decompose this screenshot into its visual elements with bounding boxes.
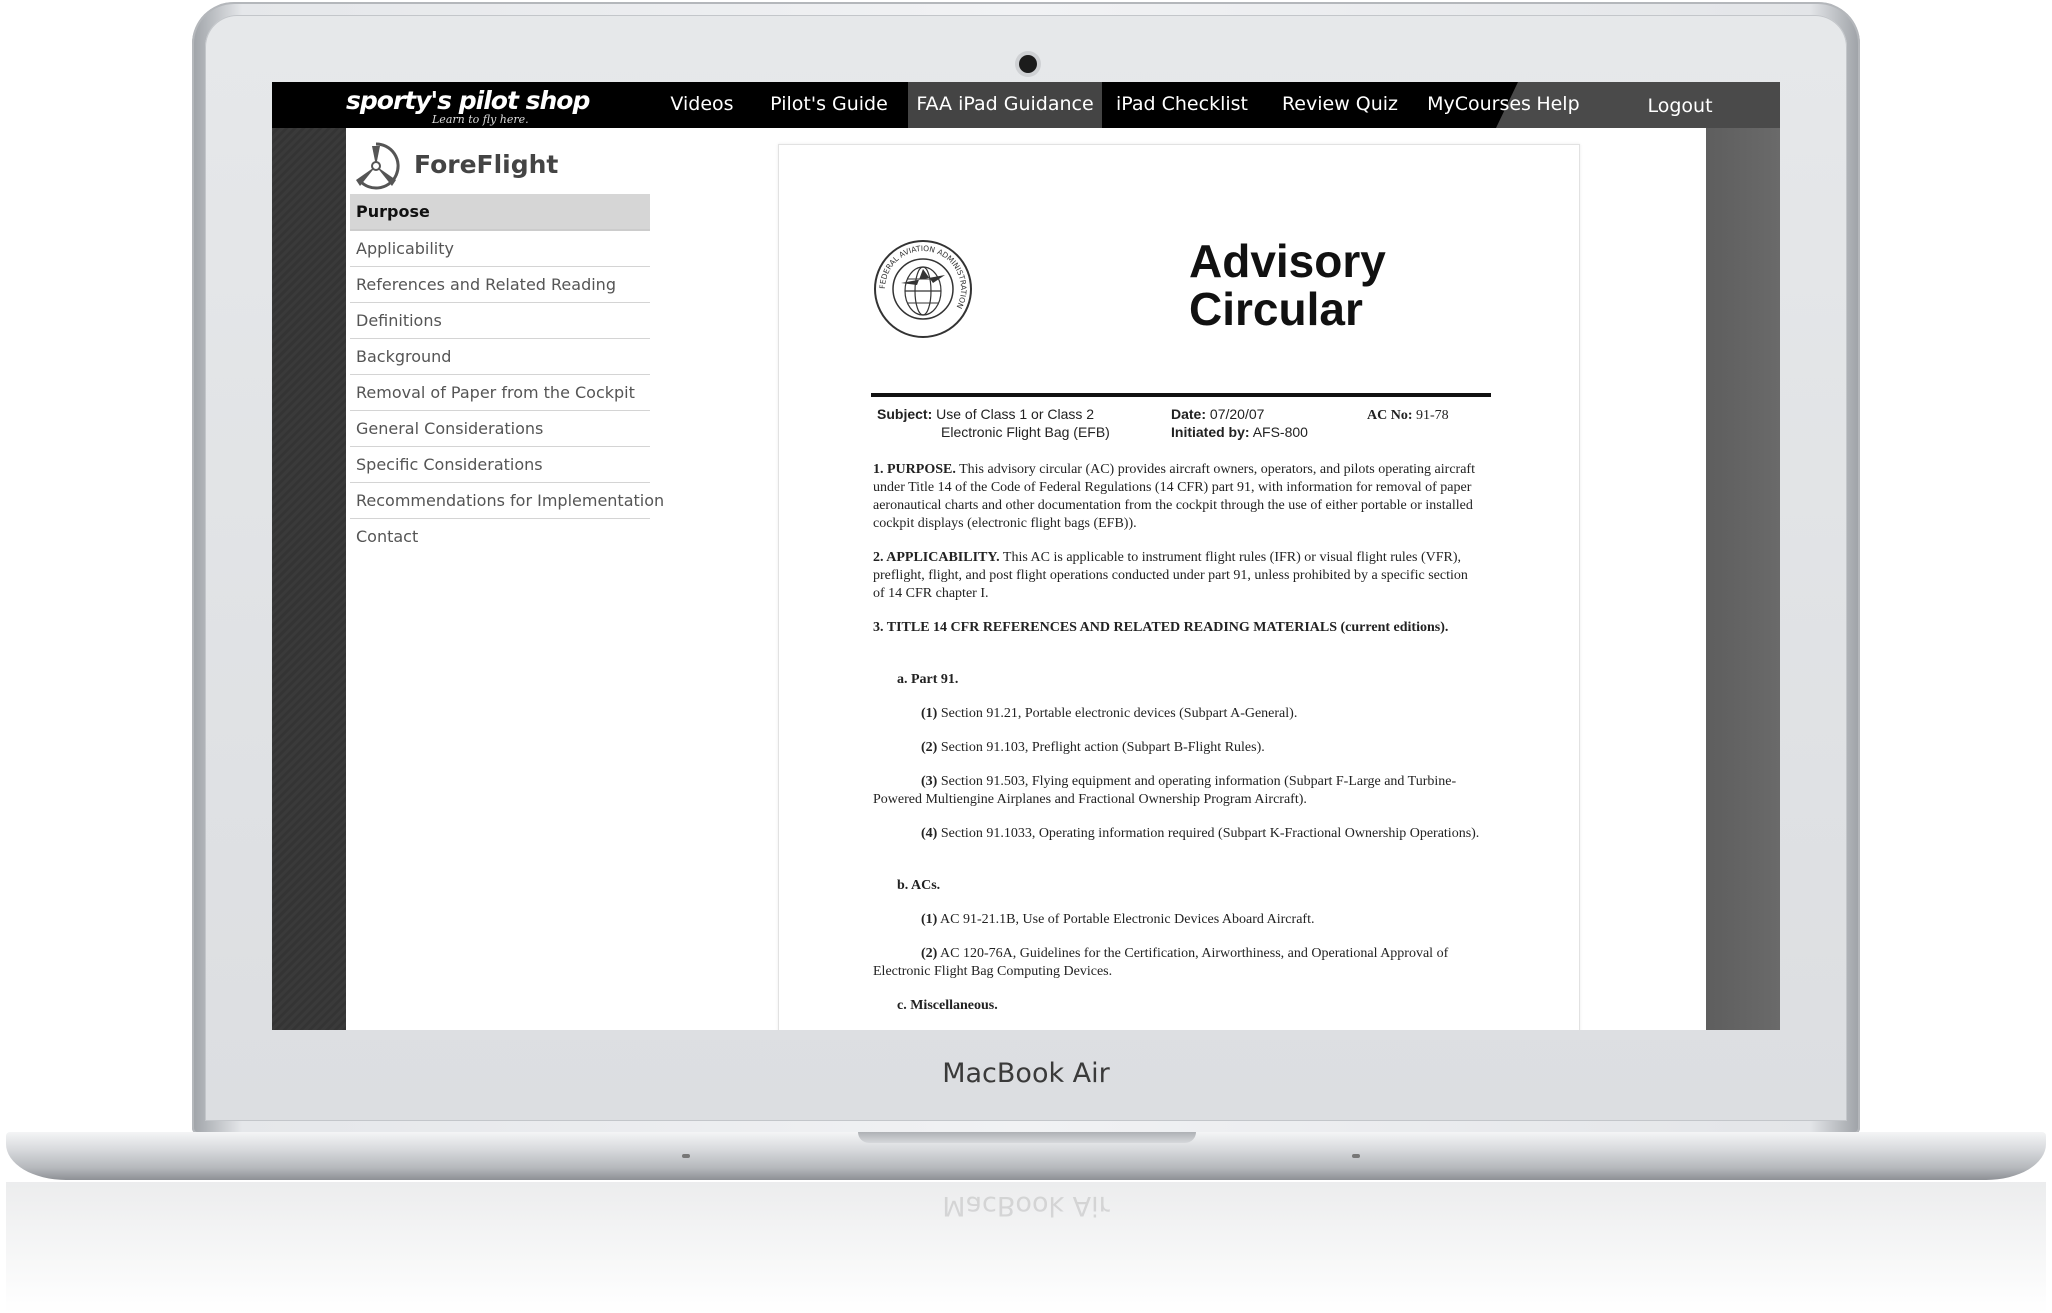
reference-a1 [873,705,1483,723]
references-heading-text: 3. TITLE 14 CFR REFERENCES AND RELATED READING MATERIALS (current editions). [873,620,1449,635]
reference-b1 [873,911,1483,929]
document-title [1189,237,1386,333]
reference-a4-number: (4) [921,826,938,841]
reference-b1-text: AC 91-21.1B, Use of Portable Electronic Devices Aboard Aircraft. [937,912,1315,927]
acs-heading [873,877,1483,895]
reference-a4 [873,825,1483,843]
reference-b2 [873,945,1483,981]
header-rule [871,393,1491,397]
logo-wordmark: sporty's pilot shop [346,86,590,115]
faa-seal-icon [873,239,973,339]
logo-tagline: Learn to fly here. [432,113,529,126]
reference-a2-text: Section 91.103, Preflight action (Subpart B-Flight Rules). [937,740,1265,755]
laptop-screen [272,82,1780,1030]
sportys-logo[interactable] [346,86,590,126]
nav-review-quiz[interactable]: Review Quiz [1281,93,1399,115]
macbook-air-label: MacBook Air [942,1058,1110,1089]
reference-a2-number: (2) [921,740,938,755]
applicability-paragraph [873,549,1483,603]
menu-item-removal-of-paper[interactable]: Removal of Paper from the Cockpit [350,375,650,411]
subject-line2: Electronic Flight Bag (EFB) [941,424,1110,440]
purpose-paragraph [873,461,1483,533]
reference-b2-number: (2) [921,946,938,961]
camera-icon [1019,55,1037,73]
nav-ipad-checklist[interactable]: iPad Checklist [1116,93,1248,115]
reference-a4-text: Section 91.1033, Operating information required (Subpart K-Fractional Ownership Operations). [937,826,1480,841]
menu-item-specific-considerations[interactable]: Specific Considerations [350,447,650,483]
menu-item-general-considerations[interactable]: General Considerations [350,411,650,447]
reflection-label: MacBook Air [942,1190,1110,1221]
applicability-heading: 2. APPLICABILITY. [873,550,1000,565]
purpose-heading: 1. PURPOSE. [873,462,956,477]
date-block [1171,405,1308,441]
subject-line1: Use of Class 1 or Class 2 [936,406,1095,422]
initiated-label: Initiated by: [1171,424,1250,440]
lid-opening-notch [858,1132,1196,1143]
nav-videos[interactable]: Videos [670,93,734,115]
page-gutter-left [272,128,346,1030]
subject-label: Subject: [877,406,933,422]
menu-item-contact[interactable]: Contact [356,527,419,546]
menu-item-recommendations[interactable]: Recommendations for Implementation [350,483,650,519]
part-91-heading [873,671,1483,689]
foreflight-propeller-icon [350,140,402,192]
purpose-text: This advisory circular (AC) provides aircraft owners, operators, and pilots operating aircraft under Title 14 of the Code of Federal Regulations (14 CFR) part 91, with information for removal of paper aeronautical charts and other documentation from the cockpit through the use of either portable or installed cockpit displays (electronic flight bags (EFB)). [873,462,1475,531]
document-title-line2: Circular [1189,283,1363,335]
laptop-reflection [6,1182,2046,1313]
reference-a2 [873,739,1483,757]
reference-a3-number: (3) [921,774,938,789]
references-heading [873,619,1483,637]
menu-item-purpose[interactable]: Purpose [350,194,650,231]
course-sidebar [350,138,665,546]
foreflight-title: ForeFlight [414,150,559,179]
logout-link[interactable]: Logout [1647,95,1713,117]
base-foot [1352,1154,1360,1158]
reference-a3-text: Section 91.503, Flying equipment and operating information (Subpart F-Large and Turbine-Powered Multiengine Airplanes and Fractional Ownership Program Aircraft). [873,774,1457,807]
subject-block [877,405,1110,441]
acs-heading-text: b. ACs. [897,878,941,893]
laptop-base [6,1132,2046,1180]
nav-faa-ipad-guidance[interactable]: FAA iPad Guidance [908,82,1102,128]
menu-item-applicability[interactable]: Applicability [350,231,650,267]
date-label: Date: [1171,406,1207,422]
reference-b2-text: AC 120-76A, Guidelines for the Certification, Airworthiness, and Operational Approval of Electronic Flight Bag Computing Devices. [873,946,1449,979]
reference-a3 [873,773,1483,809]
date-value: 07/20/07 [1209,406,1265,422]
reference-b1-number: (1) [921,912,938,927]
seal-text: FEDERAL AVIATION ADMINISTRATION [877,243,969,311]
page-gutter-right [1706,128,1780,1030]
page-content [346,128,1706,1030]
ac-number-value: 91-78 [1416,408,1449,423]
miscellaneous-heading-text: c. Miscellaneous. [897,998,998,1013]
ac-number-block [1367,407,1449,425]
menu-item-references[interactable]: References and Related Reading [350,267,650,303]
initiated-value: AFS-800 [1252,424,1308,440]
advisory-circular-document[interactable] [778,144,1580,1030]
miscellaneous-heading [873,997,1483,1015]
applicability-text: This AC is applicable to instrument flight rules (IFR) or visual flight rules (VFR), preflight, flight, and post flight operations conducted under part 91, unless prohibited by a specific section of 14 CFR chapter I. [873,550,1468,601]
foreflight-header [350,138,650,192]
nav-pilots-guide[interactable]: Pilot's Guide [770,93,888,115]
reference-a1-number: (1) [921,706,938,721]
base-foot [682,1154,690,1158]
nav-mycourses[interactable]: MyCourses [1427,93,1531,115]
ac-number-label: AC No: [1367,408,1413,423]
top-navigation [272,82,1780,128]
menu-item-background[interactable]: Background [350,339,650,375]
menu-item-definitions[interactable]: Definitions [350,303,650,339]
document-title-line1: Advisory [1189,235,1386,287]
part-91-heading-text: a. Part 91. [897,672,959,687]
reference-a1-text: Section 91.21, Portable electronic devices (Subpart A-General). [937,706,1298,721]
section-menu [350,194,665,554]
nav-help[interactable]: Help [1536,93,1580,115]
